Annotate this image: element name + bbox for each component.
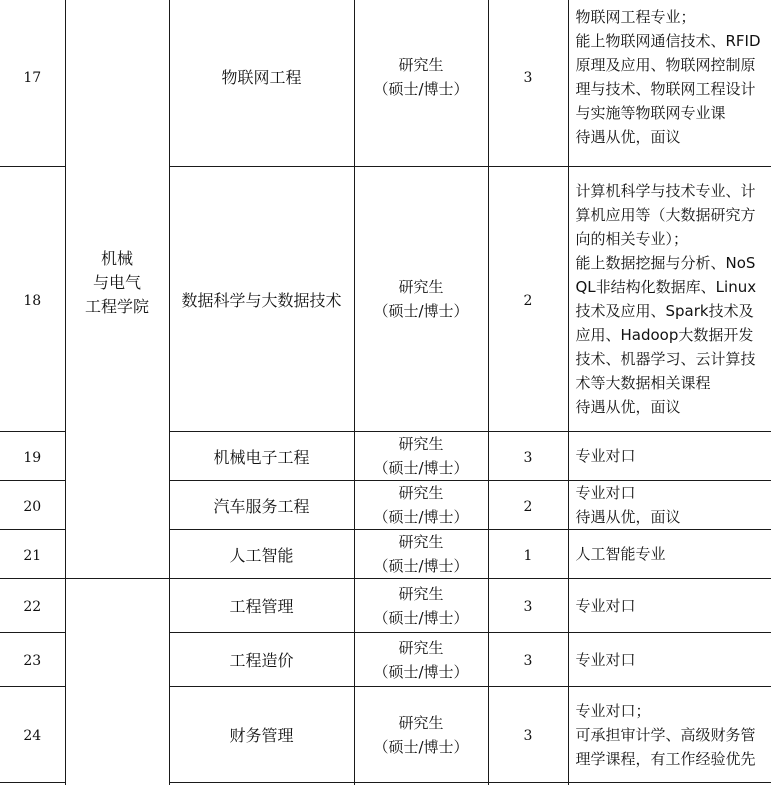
college-cell (65, 0, 169, 579)
degree-detail: （硕士/博士） (373, 79, 469, 98)
requirement-cell (568, 167, 771, 432)
recruit-count: 3 (523, 70, 533, 86)
recruit-count: 3 (523, 599, 533, 615)
major-cell (169, 432, 354, 481)
row-number: 23 (23, 653, 42, 669)
requirement-text: 专业对口 待遇从优，面议 (575, 484, 681, 526)
major-cell (169, 0, 354, 167)
degree-level: 研究生 (398, 278, 444, 296)
major-cell (169, 481, 354, 530)
count-cell (488, 687, 568, 783)
recruit-count: 2 (523, 498, 533, 515)
major-name: 数据科学与大数据技术 (181, 290, 342, 310)
major-name: 机械电子工程 (213, 447, 310, 467)
recruit-count: 1 (523, 547, 533, 564)
count-cell (488, 167, 568, 432)
requirement-text: 专业对口； 可承担审计学、高级财务管理学课程，有工作经验优先 (575, 701, 756, 768)
major-name: 汽车服务工程 (213, 496, 310, 516)
recruit-count: 3 (523, 653, 533, 669)
degree-level: 研究生 (398, 638, 444, 657)
degree-detail: （硕士/博士） (373, 459, 469, 477)
degree-level: 研究生 (398, 435, 444, 453)
requirement-text: 物联网工程专业； 能上物联网通信技术、RFID原理及应用、物联网控制原理与技术、物联网工程设计与实施等物联网专业课 待遇从优，面议 (575, 7, 761, 146)
major-cell (169, 687, 354, 783)
recruit-count: 3 (523, 449, 533, 466)
requirement-text: 专业对口 (575, 596, 636, 615)
degree-cell (354, 481, 488, 530)
degree-level: 研究生 (398, 584, 444, 603)
degree-detail: （硕士/博士） (373, 557, 469, 575)
requirement-cell (568, 530, 771, 579)
degree-level: 研究生 (398, 484, 444, 502)
degree-cell (354, 687, 488, 783)
row-number-cell (0, 579, 65, 633)
row-number: 19 (23, 449, 42, 466)
row-number-cell (0, 530, 65, 579)
requirement-text: 人工智能专业 (575, 545, 666, 563)
degree-level: 研究生 (398, 713, 444, 732)
row-number-cell (0, 481, 65, 530)
college-cell (65, 579, 169, 785)
degree-cell (354, 530, 488, 579)
degree-cell (354, 579, 488, 633)
requirement-cell (568, 432, 771, 481)
degree-detail: （硕士/博士） (373, 508, 469, 526)
count-cell (488, 530, 568, 579)
degree-level: 研究生 (398, 55, 444, 74)
recruit-count: 3 (523, 728, 533, 744)
count-cell (488, 0, 568, 167)
requirement-cell (568, 579, 771, 633)
row-number: 18 (23, 292, 42, 309)
row-number-cell (0, 167, 65, 432)
major-name: 财务管理 (229, 726, 294, 745)
count-cell (488, 481, 568, 530)
table-row (0, 579, 771, 633)
degree-detail: （硕士/博士） (373, 662, 469, 681)
count-cell (488, 579, 568, 633)
degree-cell (354, 633, 488, 687)
major-cell (169, 530, 354, 579)
count-cell (488, 633, 568, 687)
row-number-cell (0, 432, 65, 481)
row-number: 17 (23, 70, 42, 86)
major-cell (169, 579, 354, 633)
requirement-text: 专业对口 (575, 447, 636, 465)
table-row (0, 0, 771, 167)
row-number-cell (0, 633, 65, 687)
row-number: 24 (23, 728, 42, 744)
requirement-cell (568, 481, 771, 530)
major-name: 物联网工程 (221, 68, 302, 87)
requirement-text: 专业对口 (575, 650, 636, 669)
major-cell (169, 633, 354, 687)
requirement-cell (568, 0, 771, 167)
major-cell (169, 167, 354, 432)
degree-detail: （硕士/博士） (373, 302, 469, 320)
major-name: 工程管理 (229, 597, 294, 616)
row-number: 20 (23, 498, 42, 515)
row-number-cell (0, 0, 65, 167)
row-number: 21 (23, 547, 42, 564)
count-cell (488, 432, 568, 481)
requirement-cell (568, 633, 771, 687)
degree-detail: （硕士/博士） (373, 737, 469, 756)
requirement-text: 计算机科学与技术专业、计算机应用等（大数据研究方向的相关专业）； 能上数据挖掘与分析、NoSQL非结构化数据库、Linux技术及应用、Spark技术及应用、Hadoop大数据开发技术、机器学习、云计算技术等大数据相关课程 待遇从优，面议 (575, 182, 757, 416)
college-name: 机械 与电气 工程学院 (84, 248, 149, 316)
degree-cell (354, 0, 488, 167)
major-name: 工程造价 (229, 651, 294, 670)
recruit-count: 2 (523, 292, 533, 309)
degree-detail: （硕士/博士） (373, 608, 469, 627)
degree-level: 研究生 (398, 533, 444, 551)
degree-cell (354, 432, 488, 481)
row-number: 22 (23, 599, 42, 615)
degree-cell (354, 167, 488, 432)
row-number-cell (0, 687, 65, 783)
major-name: 人工智能 (229, 545, 294, 565)
requirement-cell (568, 687, 771, 783)
